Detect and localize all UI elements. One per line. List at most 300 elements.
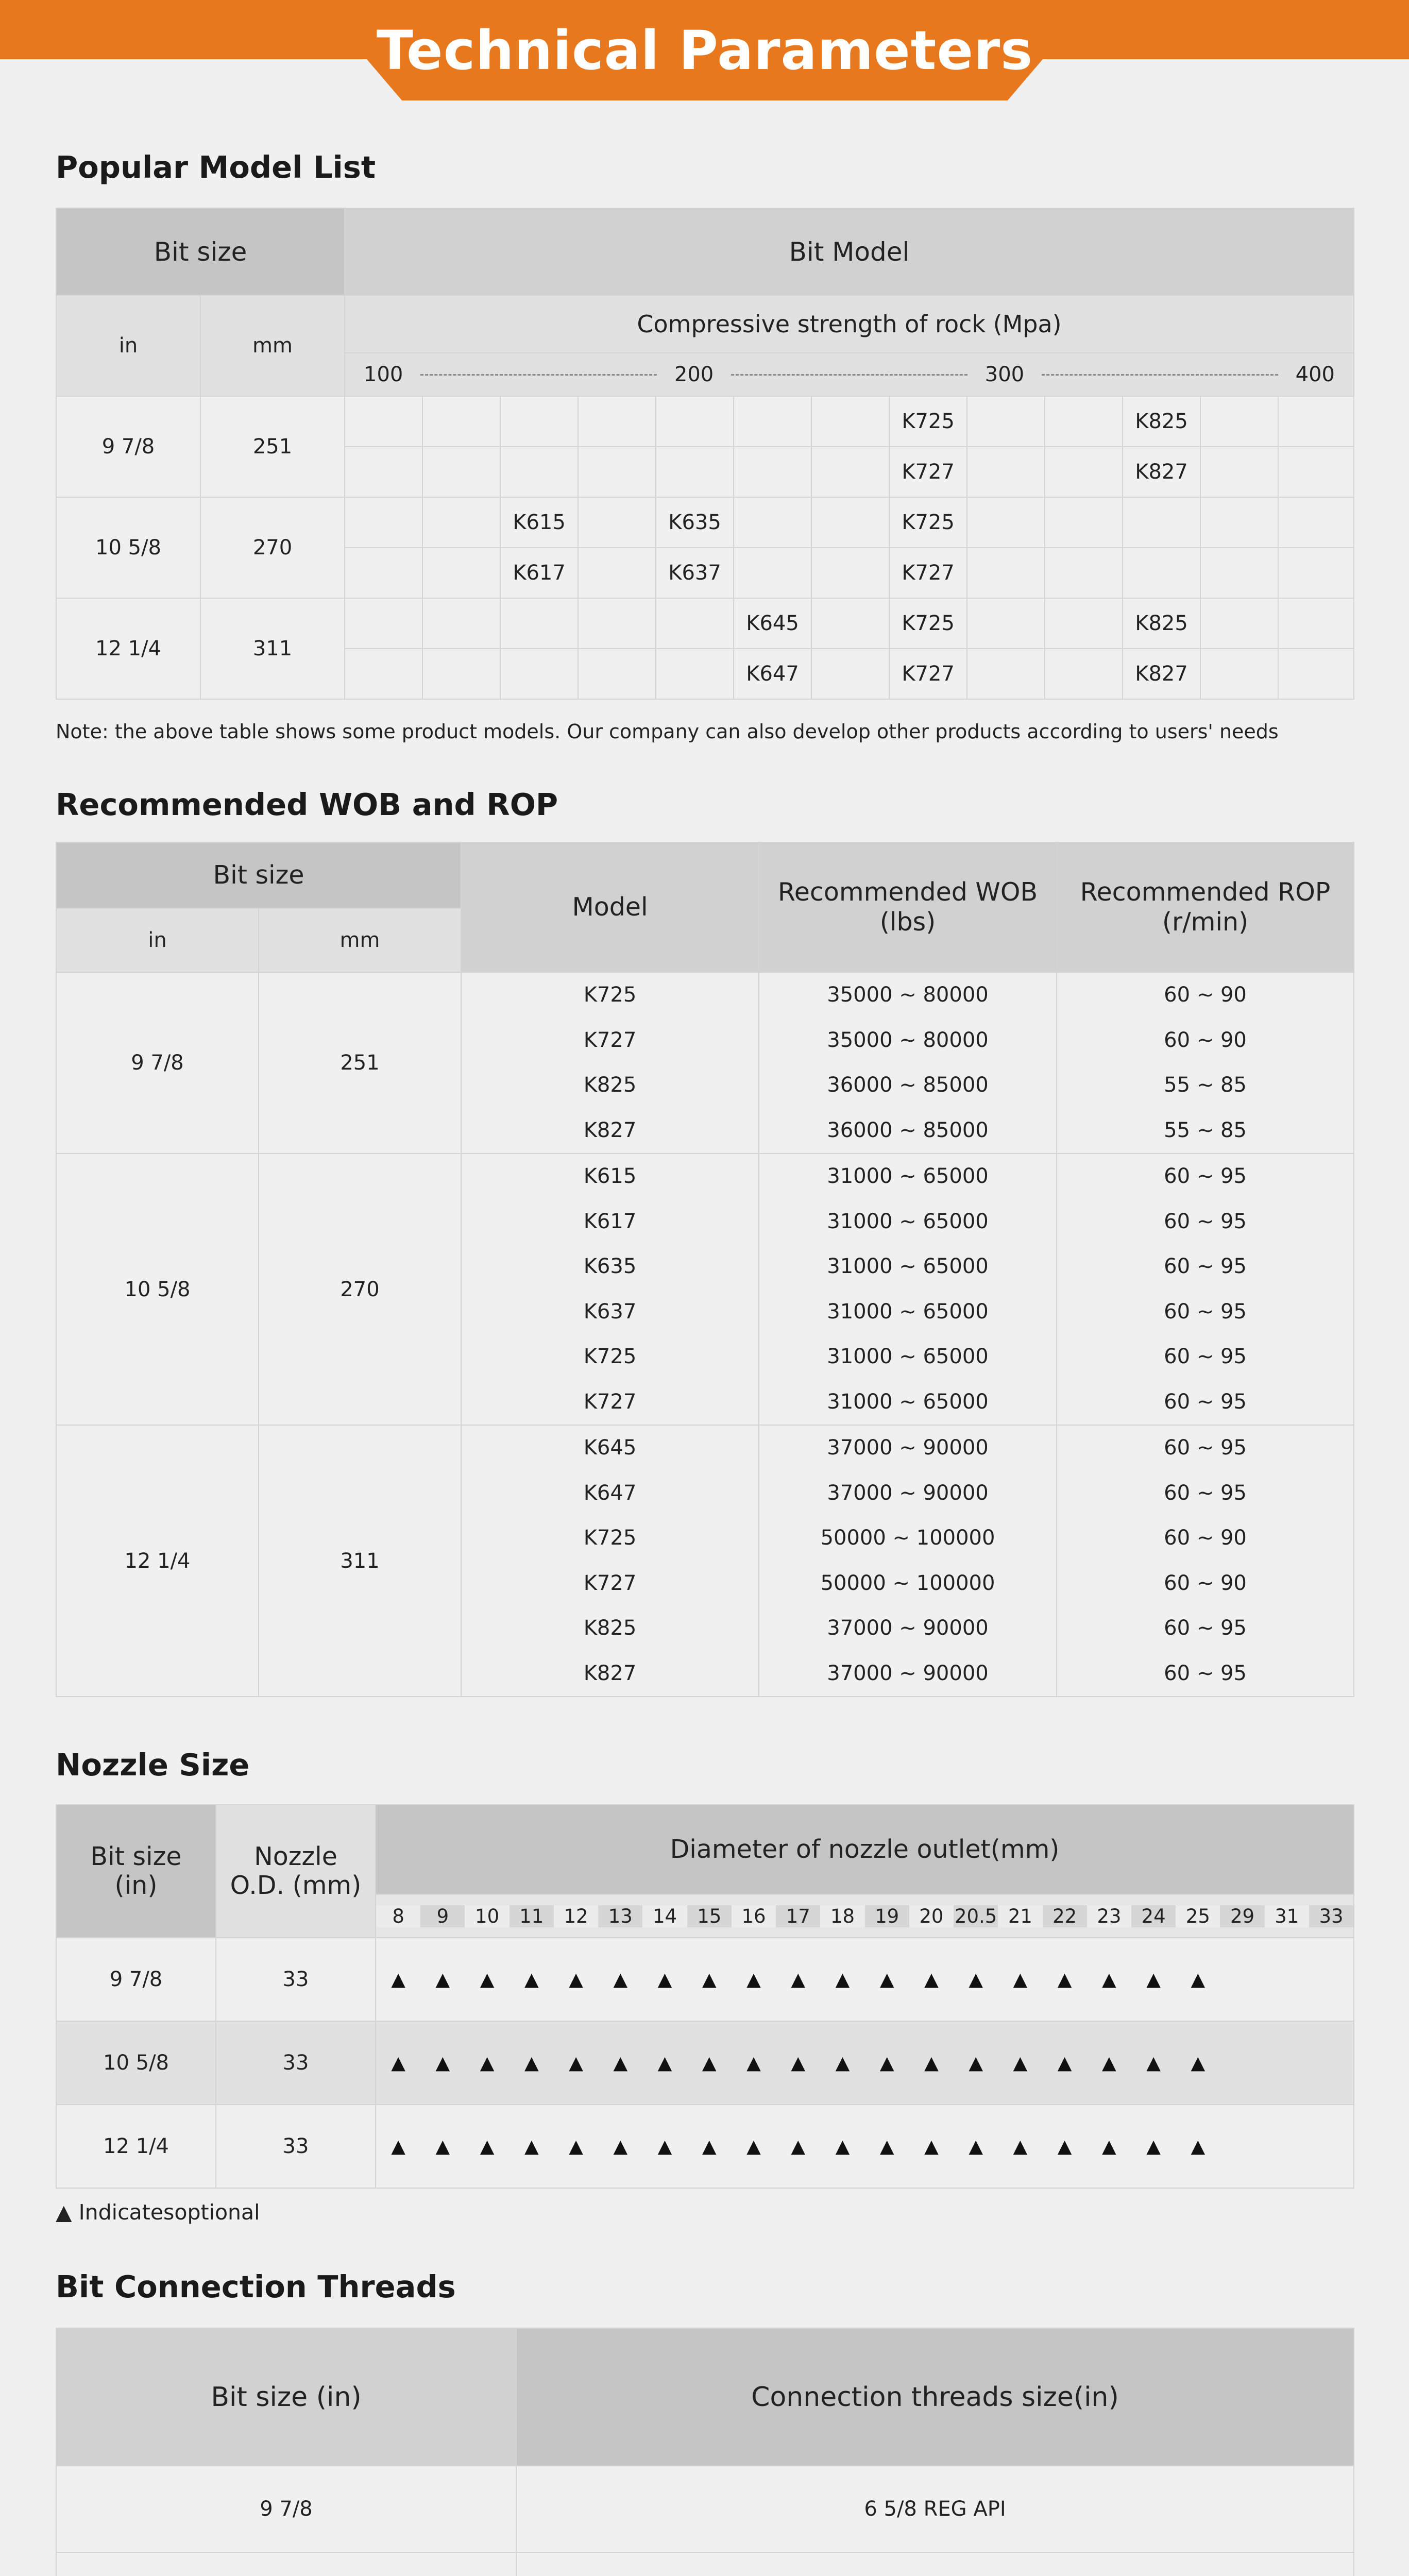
triangle-icon: ▲ xyxy=(1102,2052,1116,2074)
model-cell: K645 xyxy=(734,598,811,649)
models-list-cell xyxy=(461,1154,759,1425)
triangle-icon: ▲ xyxy=(702,1969,717,1990)
bit-size-in-cell: 9 7/8 xyxy=(56,1938,216,2021)
triangle-icon: ▲ xyxy=(702,2136,717,2157)
model-cell: K825 xyxy=(1123,598,1200,649)
nozzle-size-label: 14 xyxy=(642,1905,687,1927)
wob-rop-title: Recommended WOB and ROP xyxy=(56,787,558,822)
table-row xyxy=(56,1938,1354,2021)
model-value: K615 xyxy=(583,1164,637,1188)
model-cell xyxy=(656,649,734,699)
model-cell xyxy=(500,396,578,447)
model-cell: K727 xyxy=(889,447,967,497)
triangle-icon: ▲ xyxy=(569,2052,583,2074)
nozzle-od-cell: 33 xyxy=(216,2021,376,2105)
table-row xyxy=(56,2466,1354,2552)
scale-label: 400 xyxy=(1295,363,1335,386)
model-cell xyxy=(1200,548,1278,598)
table-row xyxy=(56,396,1354,447)
triangle-icon: ▲ xyxy=(613,2052,628,2074)
bit-size-in-cell: 12 1/4 xyxy=(56,2105,216,2188)
model-cell xyxy=(500,598,578,649)
nozzle-size-label: 21 xyxy=(998,1905,1042,1927)
model-cell xyxy=(578,396,656,447)
rop-value: 60 ~ 95 xyxy=(1164,1436,1247,1460)
connection-threads-table xyxy=(56,2328,1354,2576)
nozzle-size-label: 8 xyxy=(376,1905,420,1927)
triangle-icon: ▲ xyxy=(435,1969,450,1990)
popular-model-title: Popular Model List xyxy=(56,149,376,185)
bit-size-in-cell: 10 5/8 xyxy=(56,497,200,598)
nozzle-size-label: 15 xyxy=(687,1905,732,1927)
model-cell xyxy=(1045,548,1123,598)
triangle-icon: ▲ xyxy=(791,2136,806,2157)
bit-size-mm-cell: 251 xyxy=(259,972,461,1154)
model-value: K825 xyxy=(583,1616,637,1640)
triangle-icon: ▲ xyxy=(879,1969,894,1990)
triangle-icon: ▲ xyxy=(480,1969,495,1990)
nozzle-size-table xyxy=(56,1804,1354,2189)
model-value: K647 xyxy=(583,1481,637,1505)
triangle-icon: ▲ xyxy=(969,2052,983,2074)
nozzle-od-header: Nozzle O.D. (mm) xyxy=(216,1805,376,1938)
rop-value: 60 ~ 95 xyxy=(1164,1661,1247,1685)
nozzle-size-title: Nozzle Size xyxy=(56,1747,250,1783)
bit-size-in-cell: 10 5/8 xyxy=(56,1154,259,1425)
model-cell xyxy=(811,396,889,447)
model-cell xyxy=(967,649,1045,699)
wob-list-cell xyxy=(759,972,1057,1154)
scale-dash xyxy=(731,374,967,376)
triangle-icon: ▲ xyxy=(56,2200,72,2225)
optional-markers-cell xyxy=(376,2021,1354,2105)
rop-value: 60 ~ 90 xyxy=(1164,1028,1247,1052)
model-cell xyxy=(811,598,889,649)
rop-value: 60 ~ 95 xyxy=(1164,1255,1247,1278)
rop-value: 55 ~ 85 xyxy=(1164,1118,1247,1142)
wob-value: 36000 ~ 85000 xyxy=(827,1118,989,1142)
triangle-icon: ▲ xyxy=(524,1969,539,1990)
model-cell xyxy=(734,396,811,447)
nozzle-size-label: 33 xyxy=(1309,1905,1353,1927)
mm-header: mm xyxy=(200,295,345,396)
model-cell: K725 xyxy=(889,497,967,548)
nozzle-size-label: 19 xyxy=(865,1905,909,1927)
compressive-strength-header: Compressive strength of rock (Mpa) xyxy=(345,295,1354,353)
model-cell: K727 xyxy=(889,548,967,598)
triangle-icon: ▲ xyxy=(1191,1969,1206,1990)
bit-size-mm-cell: 270 xyxy=(259,1154,461,1425)
model-cell xyxy=(734,548,811,598)
model-cell xyxy=(345,447,422,497)
model-cell xyxy=(967,497,1045,548)
model-cell xyxy=(1045,396,1123,447)
nozzle-size-label: 11 xyxy=(510,1905,554,1927)
model-cell xyxy=(967,598,1045,649)
bit-size-mm-cell: 311 xyxy=(200,598,345,699)
model-cell xyxy=(734,447,811,497)
model-cell: K725 xyxy=(889,598,967,649)
triangle-icon xyxy=(1265,2053,1309,2074)
scale-dash xyxy=(1042,374,1278,376)
model-cell xyxy=(422,548,500,598)
model-value: K617 xyxy=(583,1209,637,1233)
triangle-icon: ▲ xyxy=(613,1969,628,1990)
model-cell xyxy=(578,497,656,548)
model-cell xyxy=(1278,649,1354,699)
model-cell xyxy=(1045,497,1123,548)
in-header: in xyxy=(56,295,200,396)
triangle-icon: ▲ xyxy=(480,2052,495,2074)
triangle-icon: ▲ xyxy=(1057,2052,1072,2074)
triangle-icon: ▲ xyxy=(524,2136,539,2157)
model-cell: K725 xyxy=(889,396,967,447)
model-cell: K727 xyxy=(889,649,967,699)
model-cell xyxy=(1200,497,1278,548)
model-value: K727 xyxy=(583,1571,637,1595)
triangle-icon: ▲ xyxy=(1146,1969,1161,1990)
triangle-icon: ▲ xyxy=(391,2136,405,2157)
triangle-icon: ▲ xyxy=(657,1969,672,1990)
rop-value: 55 ~ 85 xyxy=(1164,1073,1247,1097)
triangle-icon: ▲ xyxy=(1191,2052,1206,2074)
model-cell xyxy=(345,649,422,699)
wob-value: 50000 ~ 100000 xyxy=(820,1526,995,1550)
model-value: K725 xyxy=(583,1526,637,1550)
triangle-icon: ▲ xyxy=(569,2136,583,2157)
triangle-icon: ▲ xyxy=(746,2136,761,2157)
triangle-icon: ▲ xyxy=(1057,1969,1072,1990)
model-cell xyxy=(1200,447,1278,497)
triangle-icon xyxy=(1309,1969,1353,1990)
triangle-icon: ▲ xyxy=(879,2052,894,2074)
model-cell xyxy=(656,447,734,497)
bit-size-in-cell: 9 7/8 xyxy=(56,396,200,497)
model-cell: K827 xyxy=(1123,649,1200,699)
model-cell xyxy=(811,548,889,598)
model-value: K827 xyxy=(583,1661,637,1685)
triangle-icon: ▲ xyxy=(924,1969,939,1990)
model-cell: K827 xyxy=(1123,447,1200,497)
model-cell xyxy=(1278,598,1354,649)
model-cell xyxy=(500,649,578,699)
bit-size-in-cell xyxy=(56,2552,516,2576)
rop-value: 60 ~ 95 xyxy=(1164,1299,1247,1324)
model-cell xyxy=(656,396,734,447)
model-cell xyxy=(811,649,889,699)
model-cell xyxy=(422,447,500,497)
nozzle-size-label: 17 xyxy=(776,1905,820,1927)
wob-value: 36000 ~ 85000 xyxy=(827,1073,989,1097)
triangle-icon: ▲ xyxy=(879,2136,894,2157)
model-cell xyxy=(422,396,500,447)
connection-threads-header: Connection threads size(in) xyxy=(516,2328,1354,2466)
model-cell xyxy=(345,548,422,598)
nozzle-size-label: 24 xyxy=(1131,1905,1176,1927)
optional-legend xyxy=(56,2200,260,2225)
model-cell xyxy=(734,497,811,548)
nozzle-size-label: 18 xyxy=(820,1905,864,1927)
triangle-icon: ▲ xyxy=(746,1969,761,1990)
model-cell xyxy=(1200,598,1278,649)
bit-size-header: Bit size (in) xyxy=(56,1805,216,1938)
model-cell xyxy=(656,598,734,649)
triangle-icon xyxy=(1309,2053,1353,2074)
model-cell xyxy=(578,649,656,699)
model-value: K637 xyxy=(583,1299,637,1324)
triangle-icon: ▲ xyxy=(702,2052,717,2074)
rop-list-cell xyxy=(1057,972,1354,1154)
table-row xyxy=(56,1425,1354,1697)
bit-size-header: Bit size (in) xyxy=(56,2328,516,2466)
triangle-icon: ▲ xyxy=(1013,2136,1028,2157)
triangle-icon: ▲ xyxy=(1102,2136,1116,2157)
triangle-icon: ▲ xyxy=(1057,2136,1072,2157)
rop-value: 60 ~ 95 xyxy=(1164,1164,1247,1188)
model-cell: K637 xyxy=(656,548,734,598)
rop-value: 60 ~ 95 xyxy=(1164,1209,1247,1233)
bit-size-header: Bit size xyxy=(56,208,345,295)
bit-size-mm-cell: 270 xyxy=(200,497,345,598)
triangle-icon xyxy=(1309,2136,1353,2157)
scale-label: 200 xyxy=(674,363,714,386)
table-row xyxy=(56,972,1354,1154)
triangle-icon: ▲ xyxy=(791,1969,806,1990)
triangle-icon: ▲ xyxy=(1191,2136,1206,2157)
triangle-icon: ▲ xyxy=(1013,1969,1028,1990)
nozzle-size-label: 16 xyxy=(732,1905,776,1927)
bit-size-mm-cell: 251 xyxy=(200,396,345,497)
recommended-rop-header: Recommended ROP (r/min) xyxy=(1057,842,1354,972)
optional-markers-cell xyxy=(376,1938,1354,2021)
triangle-icon: ▲ xyxy=(835,2136,850,2157)
model-cell xyxy=(578,598,656,649)
wob-value: 35000 ~ 80000 xyxy=(827,983,989,1007)
model-cell: K647 xyxy=(734,649,811,699)
triangle-icon: ▲ xyxy=(391,1969,405,1990)
triangle-icon: ▲ xyxy=(791,2052,806,2074)
wob-value: 31000 ~ 65000 xyxy=(827,1209,989,1233)
triangle-icon xyxy=(1220,2136,1264,2157)
triangle-icon: ▲ xyxy=(657,2052,672,2074)
nozzle-size-label: 22 xyxy=(1043,1905,1087,1927)
nozzle-size-label: 25 xyxy=(1176,1905,1220,1927)
triangle-icon: ▲ xyxy=(657,2136,672,2157)
model-value: K727 xyxy=(583,1389,637,1414)
wob-value: 37000 ~ 90000 xyxy=(827,1616,989,1640)
mm-header: mm xyxy=(259,908,461,972)
nozzle-size-label: 9 xyxy=(420,1905,465,1927)
wob-value: 31000 ~ 65000 xyxy=(827,1255,989,1278)
triangle-icon: ▲ xyxy=(480,2136,495,2157)
scale-dash xyxy=(420,374,657,376)
nozzle-size-cells xyxy=(376,1894,1354,1938)
model-cell xyxy=(345,497,422,548)
model-cell xyxy=(578,548,656,598)
nozzle-size-label: 20.5 xyxy=(954,1905,997,1927)
triangle-icon: ▲ xyxy=(435,2136,450,2157)
model-cell xyxy=(1045,447,1123,497)
nozzle-size-label: 20 xyxy=(909,1905,954,1927)
rop-value: 60 ~ 95 xyxy=(1164,1389,1247,1414)
table-row xyxy=(56,2105,1354,2188)
recommended-wob-header: Recommended WOB (lbs) xyxy=(759,842,1057,972)
models-list-cell xyxy=(461,1425,759,1697)
model-cell: K617 xyxy=(500,548,578,598)
model-cell xyxy=(967,548,1045,598)
model-cell xyxy=(422,497,500,548)
rop-value: 60 ~ 90 xyxy=(1164,1571,1247,1595)
model-value: K725 xyxy=(583,983,637,1007)
wob-value: 35000 ~ 80000 xyxy=(827,1028,989,1052)
wob-value: 31000 ~ 65000 xyxy=(827,1345,989,1368)
model-cell xyxy=(422,598,500,649)
triangle-icon: ▲ xyxy=(435,2052,450,2074)
table-row xyxy=(56,1154,1354,1425)
wob-value: 37000 ~ 90000 xyxy=(827,1661,989,1685)
triangle-icon xyxy=(1265,1969,1309,1990)
bit-size-in-cell: 10 5/8 xyxy=(56,2021,216,2105)
model-cell xyxy=(1278,447,1354,497)
nozzle-size-label: 10 xyxy=(465,1905,509,1927)
nozzle-size-label: 13 xyxy=(598,1905,642,1927)
rop-list-cell xyxy=(1057,1154,1354,1425)
scale-label: 100 xyxy=(364,363,403,386)
model-cell xyxy=(1123,548,1200,598)
optional-markers-cell xyxy=(376,2105,1354,2188)
table-row xyxy=(56,2552,1354,2576)
wob-value: 37000 ~ 90000 xyxy=(827,1481,989,1505)
bit-size-in-cell: 12 1/4 xyxy=(56,1425,259,1697)
triangle-icon: ▲ xyxy=(746,2052,761,2074)
diameter-header: Diameter of nozzle outlet(mm) xyxy=(376,1805,1354,1894)
wob-value: 50000 ~ 100000 xyxy=(820,1571,995,1595)
table-row xyxy=(56,2021,1354,2105)
triangle-icon xyxy=(1265,2136,1309,2157)
wob-value: 31000 ~ 65000 xyxy=(827,1389,989,1414)
model-cell: K635 xyxy=(656,497,734,548)
triangle-icon xyxy=(1220,1969,1264,1990)
model-value: K645 xyxy=(583,1436,637,1460)
triangle-icon: ▲ xyxy=(835,1969,850,1990)
models-list-cell xyxy=(461,972,759,1154)
triangle-icon xyxy=(1220,2053,1264,2074)
nozzle-od-cell: 33 xyxy=(216,1938,376,2021)
model-cell xyxy=(967,447,1045,497)
wob-list-cell xyxy=(759,1154,1057,1425)
bit-size-in-cell: 12 1/4 xyxy=(56,598,200,699)
nozzle-size-label: 31 xyxy=(1265,1905,1309,1927)
triangle-icon: ▲ xyxy=(391,2052,405,2074)
model-cell xyxy=(1045,649,1123,699)
bit-model-header: Bit Model xyxy=(345,208,1354,295)
model-value: K725 xyxy=(583,1345,637,1368)
triangle-icon: ▲ xyxy=(835,2052,850,2074)
rop-value: 60 ~ 95 xyxy=(1164,1481,1247,1505)
marker-row xyxy=(376,1969,1353,1990)
wob-rop-table xyxy=(56,842,1354,1697)
model-header: Model xyxy=(461,842,759,972)
marker-row xyxy=(376,2053,1353,2074)
model-cell xyxy=(811,497,889,548)
scale-label: 300 xyxy=(984,363,1025,386)
triangle-icon: ▲ xyxy=(969,2136,983,2157)
wob-value: 31000 ~ 65000 xyxy=(827,1164,989,1188)
rop-list-cell xyxy=(1057,1425,1354,1697)
thread-size-cell xyxy=(516,2552,1354,2576)
triangle-icon: ▲ xyxy=(969,1969,983,1990)
wob-value: 37000 ~ 90000 xyxy=(827,1436,989,1460)
model-cell xyxy=(1200,396,1278,447)
thread-size-cell: 6 5/8 REG API xyxy=(516,2466,1354,2552)
optional-legend-text: Indicatesoptional xyxy=(78,2200,260,2225)
triangle-icon: ▲ xyxy=(1013,2052,1028,2074)
model-cell xyxy=(1278,497,1354,548)
nozzle-size-label: 29 xyxy=(1220,1905,1264,1927)
bit-size-in-cell: 9 7/8 xyxy=(56,972,259,1154)
model-cell xyxy=(500,447,578,497)
triangle-icon: ▲ xyxy=(613,2136,628,2157)
marker-row xyxy=(376,2136,1353,2157)
strength-scale xyxy=(345,353,1354,396)
nozzle-od-cell: 33 xyxy=(216,2105,376,2188)
model-cell xyxy=(1278,548,1354,598)
model-cell xyxy=(1200,649,1278,699)
triangle-icon: ▲ xyxy=(1146,2136,1161,2157)
model-cell xyxy=(967,396,1045,447)
model-cell: K825 xyxy=(1123,396,1200,447)
model-cell xyxy=(1123,497,1200,548)
model-cell xyxy=(1045,598,1123,649)
model-cell xyxy=(422,649,500,699)
wob-value: 31000 ~ 65000 xyxy=(827,1299,989,1324)
connection-threads-title: Bit Connection Threads xyxy=(56,2269,456,2304)
model-value: K825 xyxy=(583,1073,637,1097)
model-list-note: Note: the above table shows some product models. Our company can also develop other products according to users' needs xyxy=(56,720,1279,743)
rop-value: 60 ~ 90 xyxy=(1164,1526,1247,1550)
table-row xyxy=(56,598,1354,649)
wob-list-cell xyxy=(759,1425,1057,1697)
model-cell xyxy=(345,396,422,447)
triangle-icon: ▲ xyxy=(1102,1969,1116,1990)
bit-size-mm-cell: 311 xyxy=(259,1425,461,1697)
bit-size-in-cell: 9 7/8 xyxy=(56,2466,516,2552)
model-cell: K615 xyxy=(500,497,578,548)
page-title: Technical Parameters xyxy=(376,19,1033,82)
model-cell xyxy=(1278,396,1354,447)
nozzle-size-label: 23 xyxy=(1087,1905,1131,1927)
model-cell xyxy=(345,598,422,649)
triangle-icon: ▲ xyxy=(524,2052,539,2074)
bit-size-header: Bit size xyxy=(56,842,461,908)
model-value: K827 xyxy=(583,1118,637,1142)
table-row xyxy=(56,497,1354,548)
in-header: in xyxy=(56,908,259,972)
model-cell xyxy=(578,447,656,497)
triangle-icon: ▲ xyxy=(924,2052,939,2074)
rop-value: 60 ~ 95 xyxy=(1164,1345,1247,1368)
triangle-icon: ▲ xyxy=(1146,2052,1161,2074)
model-value: K635 xyxy=(583,1255,637,1278)
rop-value: 60 ~ 90 xyxy=(1164,983,1247,1007)
model-cell xyxy=(811,447,889,497)
popular-model-table xyxy=(56,208,1354,700)
nozzle-size-label: 12 xyxy=(554,1905,598,1927)
rop-value: 60 ~ 95 xyxy=(1164,1616,1247,1640)
triangle-icon: ▲ xyxy=(569,1969,583,1990)
triangle-icon: ▲ xyxy=(924,2136,939,2157)
model-value: K727 xyxy=(583,1028,637,1052)
